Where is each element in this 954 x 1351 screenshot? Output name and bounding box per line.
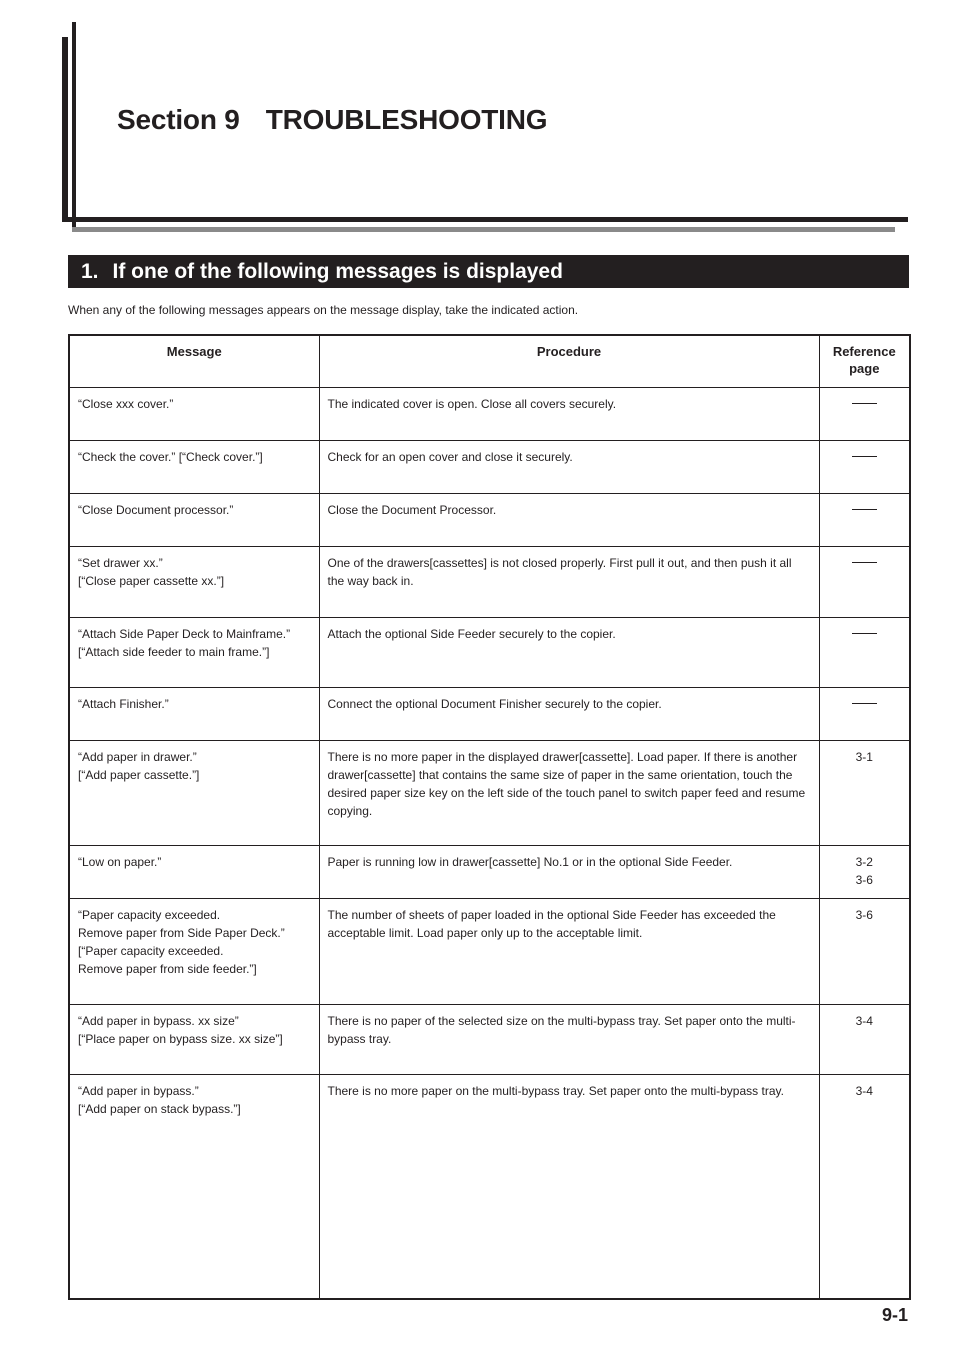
reference-page-cell-none <box>819 687 910 740</box>
table-row <box>69 1004 910 1074</box>
table-row <box>69 493 910 546</box>
procedure-cell: Close the Document Processor. <box>319 493 819 546</box>
table-row <box>69 845 910 898</box>
table-row <box>69 617 910 687</box>
procedure-cell: There is no paper of the selected size on the multi-bypass tray. Set paper onto the multi-bypass tray. <box>319 1004 819 1074</box>
message-cell: “Close xxx cover.” <box>69 387 319 440</box>
subsection-banner <box>68 255 909 288</box>
table-header-row <box>69 335 910 387</box>
message-cell: “Attach Finisher.” <box>69 687 319 740</box>
procedure-cell: Attach the optional Side Feeder securely to the copier. <box>319 617 819 687</box>
no-reference-dash <box>852 633 877 634</box>
no-reference-dash <box>852 562 877 563</box>
message-cell: “Paper capacity exceeded. Remove paper from Side Paper Deck.” [“Paper capacity exceeded. Remove paper from side feeder.”] <box>69 898 319 1004</box>
table-row <box>69 1074 910 1299</box>
no-reference-dash <box>852 403 877 404</box>
procedure-cell: The indicated cover is open. Close all covers securely. <box>319 387 819 440</box>
reference-page-cell: 3-4 <box>819 1004 910 1074</box>
message-cell: “Low on paper.” <box>69 845 319 898</box>
message-cell: “Attach Side Paper Deck to Mainframe.” [“Attach side feeder to main frame.”] <box>69 617 319 687</box>
intro-text: When any of the following messages appears on the message display, take the indicated action. <box>68 303 579 317</box>
subsection-number: 1. <box>81 260 99 283</box>
procedure-cell: Connect the optional Document Finisher securely to the copier. <box>319 687 819 740</box>
subsection-heading <box>81 260 563 284</box>
column-header-procedure: Procedure <box>319 335 819 387</box>
reference-page-cell-none <box>819 546 910 617</box>
header-rule-vertical-thick <box>62 37 68 222</box>
table-row <box>69 687 910 740</box>
subsection-title: If one of the following messages is displayed <box>112 260 563 283</box>
table-row <box>69 387 910 440</box>
reference-page-cell-none <box>819 617 910 687</box>
section-title <box>117 104 547 136</box>
page-number: 9-1 <box>881 1305 908 1325</box>
column-header-message: Message <box>69 335 319 387</box>
reference-page-cell: 3-2 3-6 <box>819 845 910 898</box>
header-rule-horizontal-thick <box>62 217 908 222</box>
message-cell: “Add paper in bypass.” [“Add paper on stack bypass.”] <box>69 1074 319 1299</box>
reference-page-cell-none <box>819 493 910 546</box>
procedure-cell: There is no more paper on the multi-bypass tray. Set paper onto the multi-bypass tray. <box>319 1074 819 1299</box>
table-row <box>69 898 910 1004</box>
message-cell: “Add paper in drawer.” [“Add paper cassette.”] <box>69 740 319 845</box>
procedure-cell: One of the drawers[cassettes] is not closed properly. First pull it out, and then push it all the way back in. <box>319 546 819 617</box>
reference-page-cell: 3-4 <box>819 1074 910 1299</box>
header-rule-vertical-thin <box>72 22 76 230</box>
message-cell: “Set drawer xx.” [“Close paper cassette xx.”] <box>69 546 319 617</box>
table-row <box>69 546 910 617</box>
header-rule-horizontal-grey <box>72 227 895 232</box>
reference-page-cell-none <box>819 387 910 440</box>
section-label: Section 9 <box>117 104 240 135</box>
procedure-cell: Paper is running low in drawer[cassette] No.1 or in the optional Side Feeder. <box>319 845 819 898</box>
reference-page-cell-none <box>819 440 910 493</box>
section-name: TROUBLESHOOTING <box>265 104 548 135</box>
procedure-cell: The number of sheets of paper loaded in the optional Side Feeder has exceeded the acceptable limit. Load paper only up to the acceptable limit. <box>319 898 819 1004</box>
table-row <box>69 440 910 493</box>
no-reference-dash <box>852 703 877 704</box>
message-cell: “Add paper in bypass. xx size” [“Place paper on bypass size. xx size”] <box>69 1004 319 1074</box>
procedure-cell: There is no more paper in the displayed drawer[cassette]. Load paper. If there is another drawer[cassette] that contains the same size of paper in the same orientation, touch the desired paper size key on the left side of the touch panel to switch paper feed and resume copying. <box>319 740 819 845</box>
column-header-reference-page: Reference page <box>819 335 910 387</box>
procedure-cell: Check for an open cover and close it securely. <box>319 440 819 493</box>
no-reference-dash <box>852 509 877 510</box>
message-cell: “Check the cover.” [“Check cover.”] <box>69 440 319 493</box>
message-table <box>68 334 911 1300</box>
message-cell: “Close Document processor.” <box>69 493 319 546</box>
no-reference-dash <box>852 456 877 457</box>
table-row <box>69 740 910 845</box>
reference-page-cell: 3-1 <box>819 740 910 845</box>
reference-page-cell: 3-6 <box>819 898 910 1004</box>
